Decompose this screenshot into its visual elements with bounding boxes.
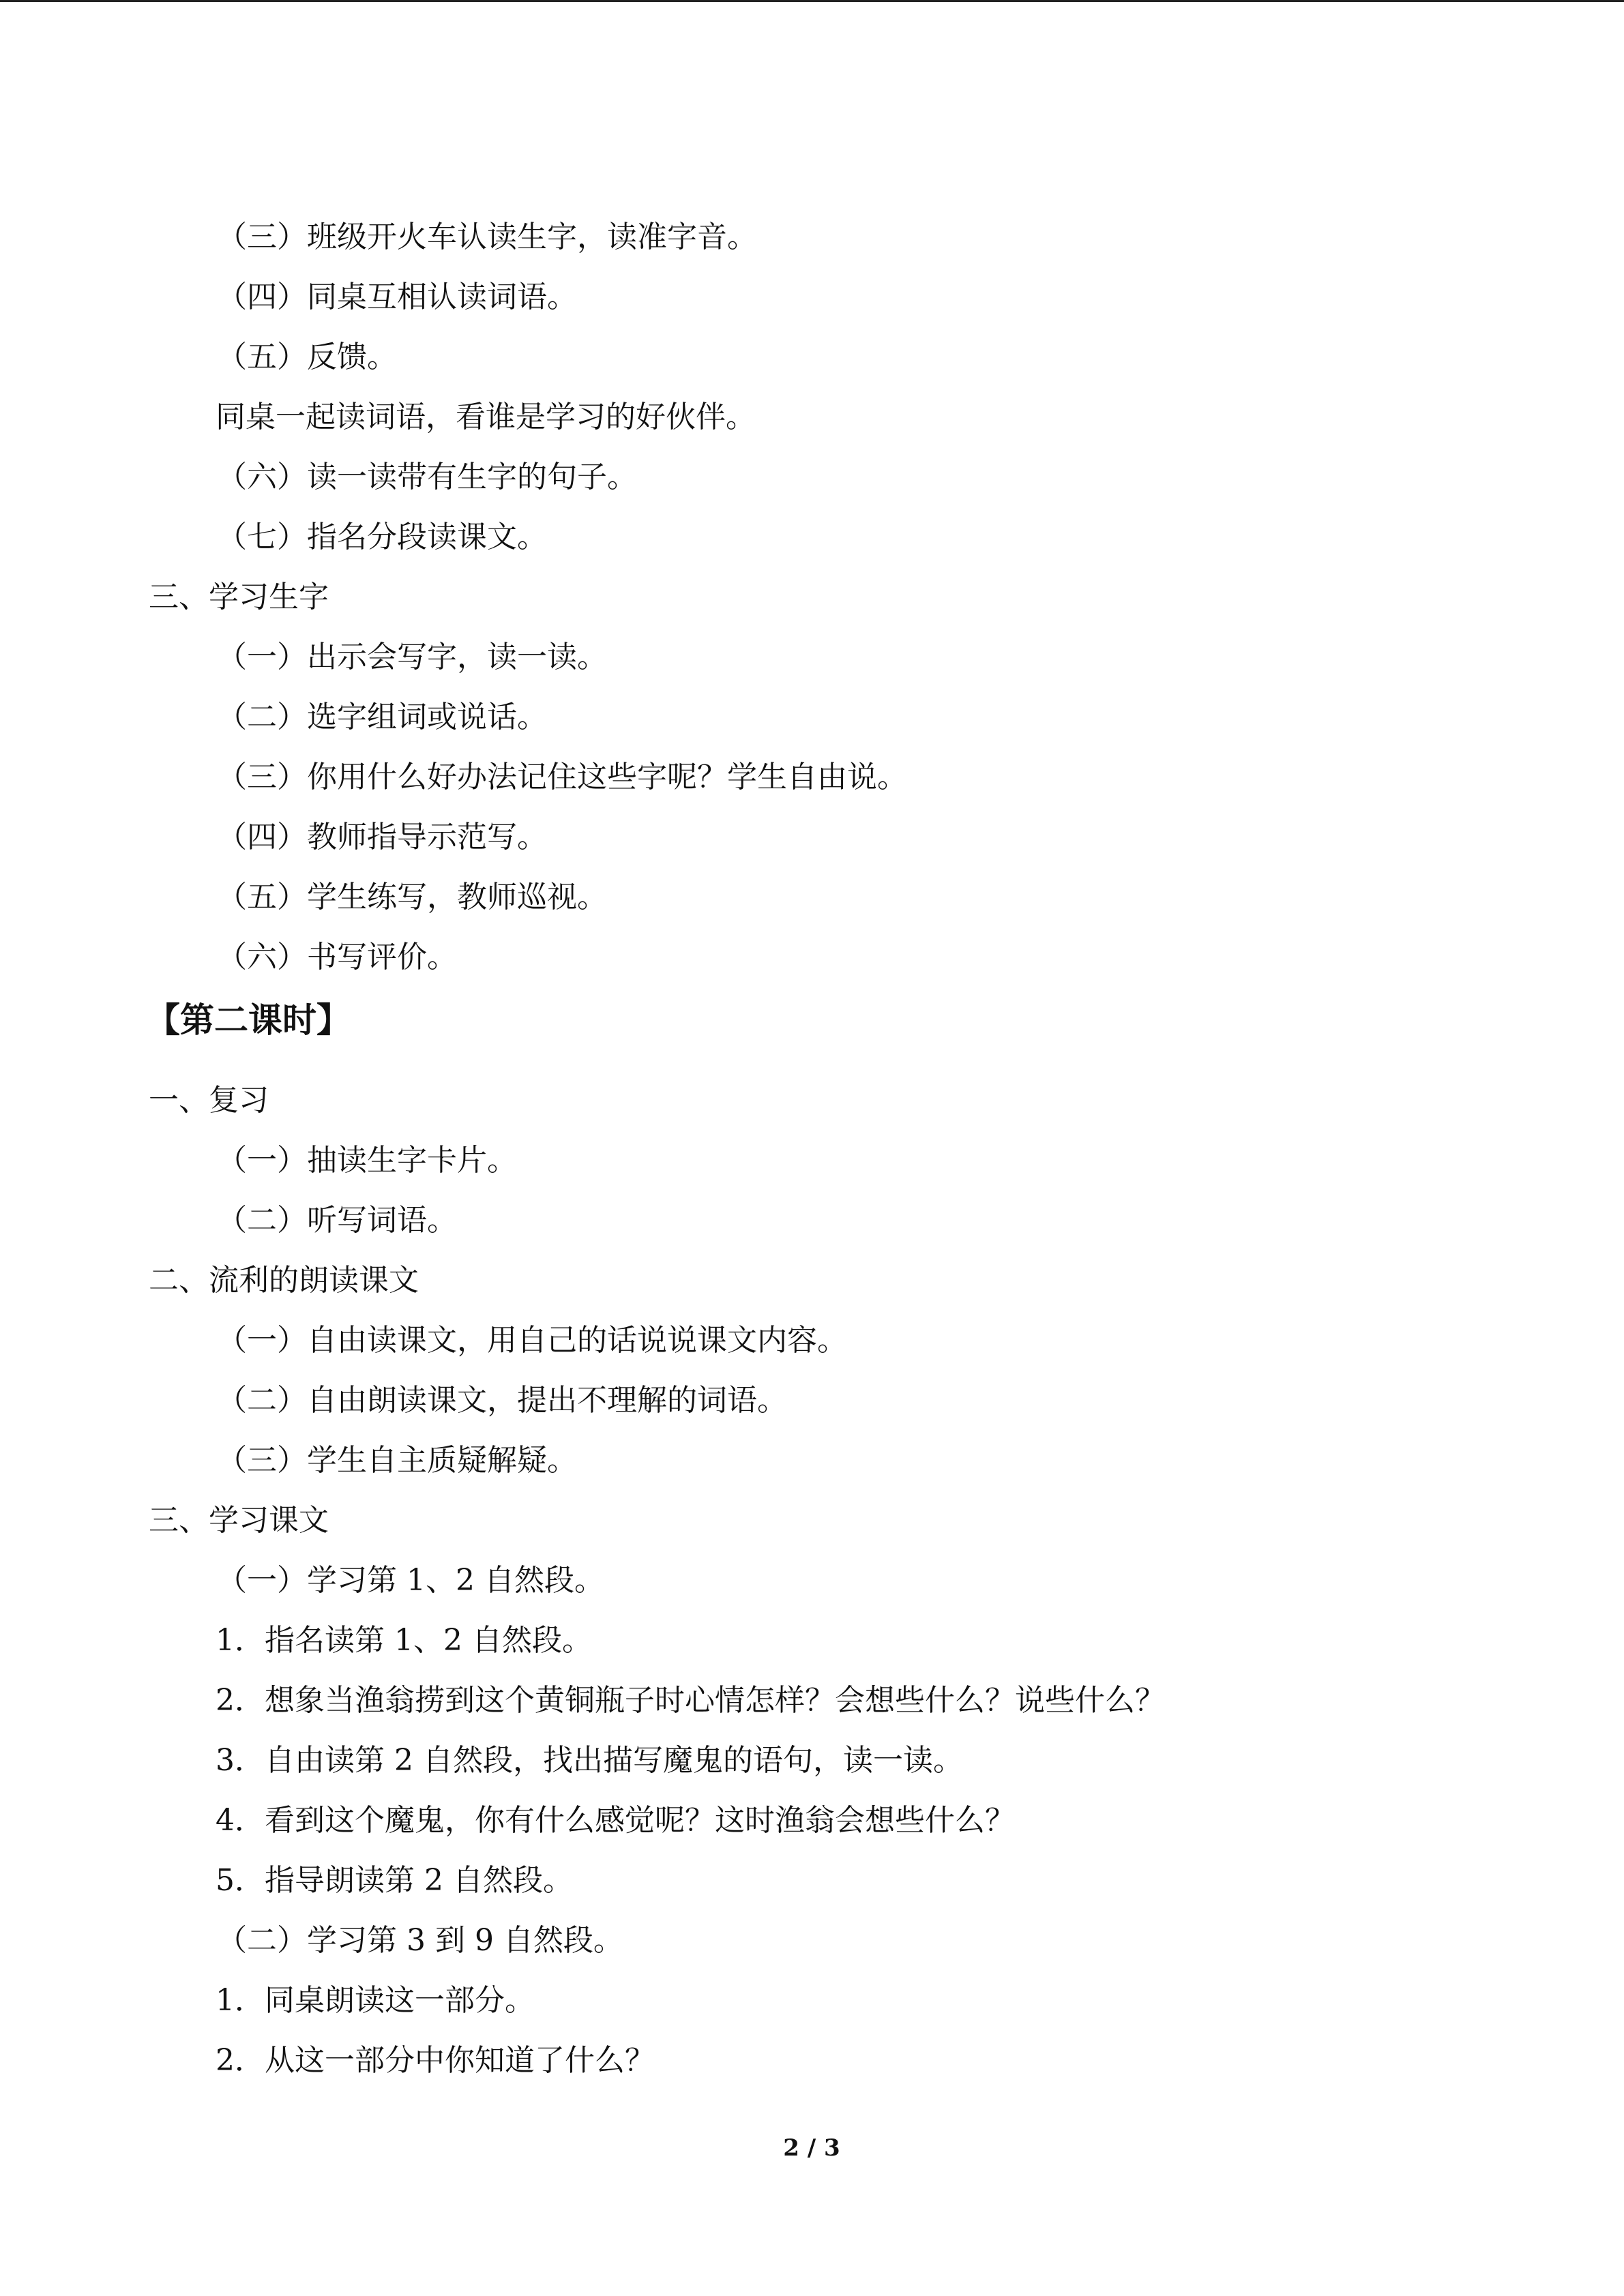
list-item: （二）自由朗读课文，提出不理解的词语。: [217, 1383, 787, 1418]
subsection-title: （二）学习第 3 到 9 自然段。: [217, 1923, 623, 1958]
list-item: （五）学生练写，教师巡视。: [217, 880, 607, 914]
section-title: 一、复习: [149, 1083, 269, 1118]
list-item: （二）选字组词或说话。: [217, 700, 547, 734]
list-item: （七）指名分段读课文。: [217, 520, 547, 554]
page-number: 2 / 3: [783, 2134, 840, 2162]
list-item: （一）自由读课文，用自己的话说说课文内容。: [217, 1323, 847, 1358]
step-item: 4．看到这个魔鬼，你有什么感觉呢？这时渔翁会想些什么？: [216, 1803, 1015, 1838]
section-title: 三、学习课文: [149, 1503, 329, 1538]
step-item: 3．自由读第 2 自然段，找出描写魔鬼的语句，读一读。: [216, 1743, 963, 1778]
step-item: 5．指导朗读第 2 自然段。: [216, 1863, 573, 1898]
step-item: 2．从这一部分中你知道了什么？: [216, 2043, 655, 2078]
list-item: （五）反馈。: [217, 340, 397, 374]
list-item: （三）学生自主质疑解疑。: [217, 1443, 577, 1478]
top-border-rule: [0, 0, 1624, 2]
list-item: （六）读一读带有生字的句子。: [217, 460, 637, 494]
section-title: 二、流利的朗读课文: [149, 1263, 419, 1298]
list-item: （六）书写评价。: [217, 940, 457, 974]
list-item: （三）班级开火车认读生字，读准字音。: [217, 220, 757, 254]
list-item: （四）同桌互相认读词语。: [217, 280, 577, 314]
subsection-title: （一）学习第 1、2 自然段。: [217, 1563, 604, 1598]
list-item: （四）教师指导示范写。: [217, 820, 547, 854]
section-title: 三、学习生字: [149, 580, 329, 614]
step-item: 1．指名读第 1、2 自然段。: [216, 1623, 592, 1658]
step-item: 2．想象当渔翁捞到这个黄铜瓶子时心情怎样？会想些什么？说些什么？: [216, 1683, 1165, 1718]
list-item-note: 同桌一起读词语，看谁是学习的好伙伴。: [216, 400, 756, 434]
list-item: （一）抽读生字卡片。: [217, 1143, 517, 1178]
list-item: （三）你用什么好办法记住这些字呢？学生自由说。: [217, 760, 907, 794]
lesson-heading: 【第二课时】: [146, 1000, 351, 1040]
list-item: （一）出示会写字，读一读。: [217, 640, 607, 674]
list-item: （二）听写词语。: [217, 1203, 457, 1238]
step-item: 1．同桌朗读这一部分。: [216, 1983, 535, 2018]
